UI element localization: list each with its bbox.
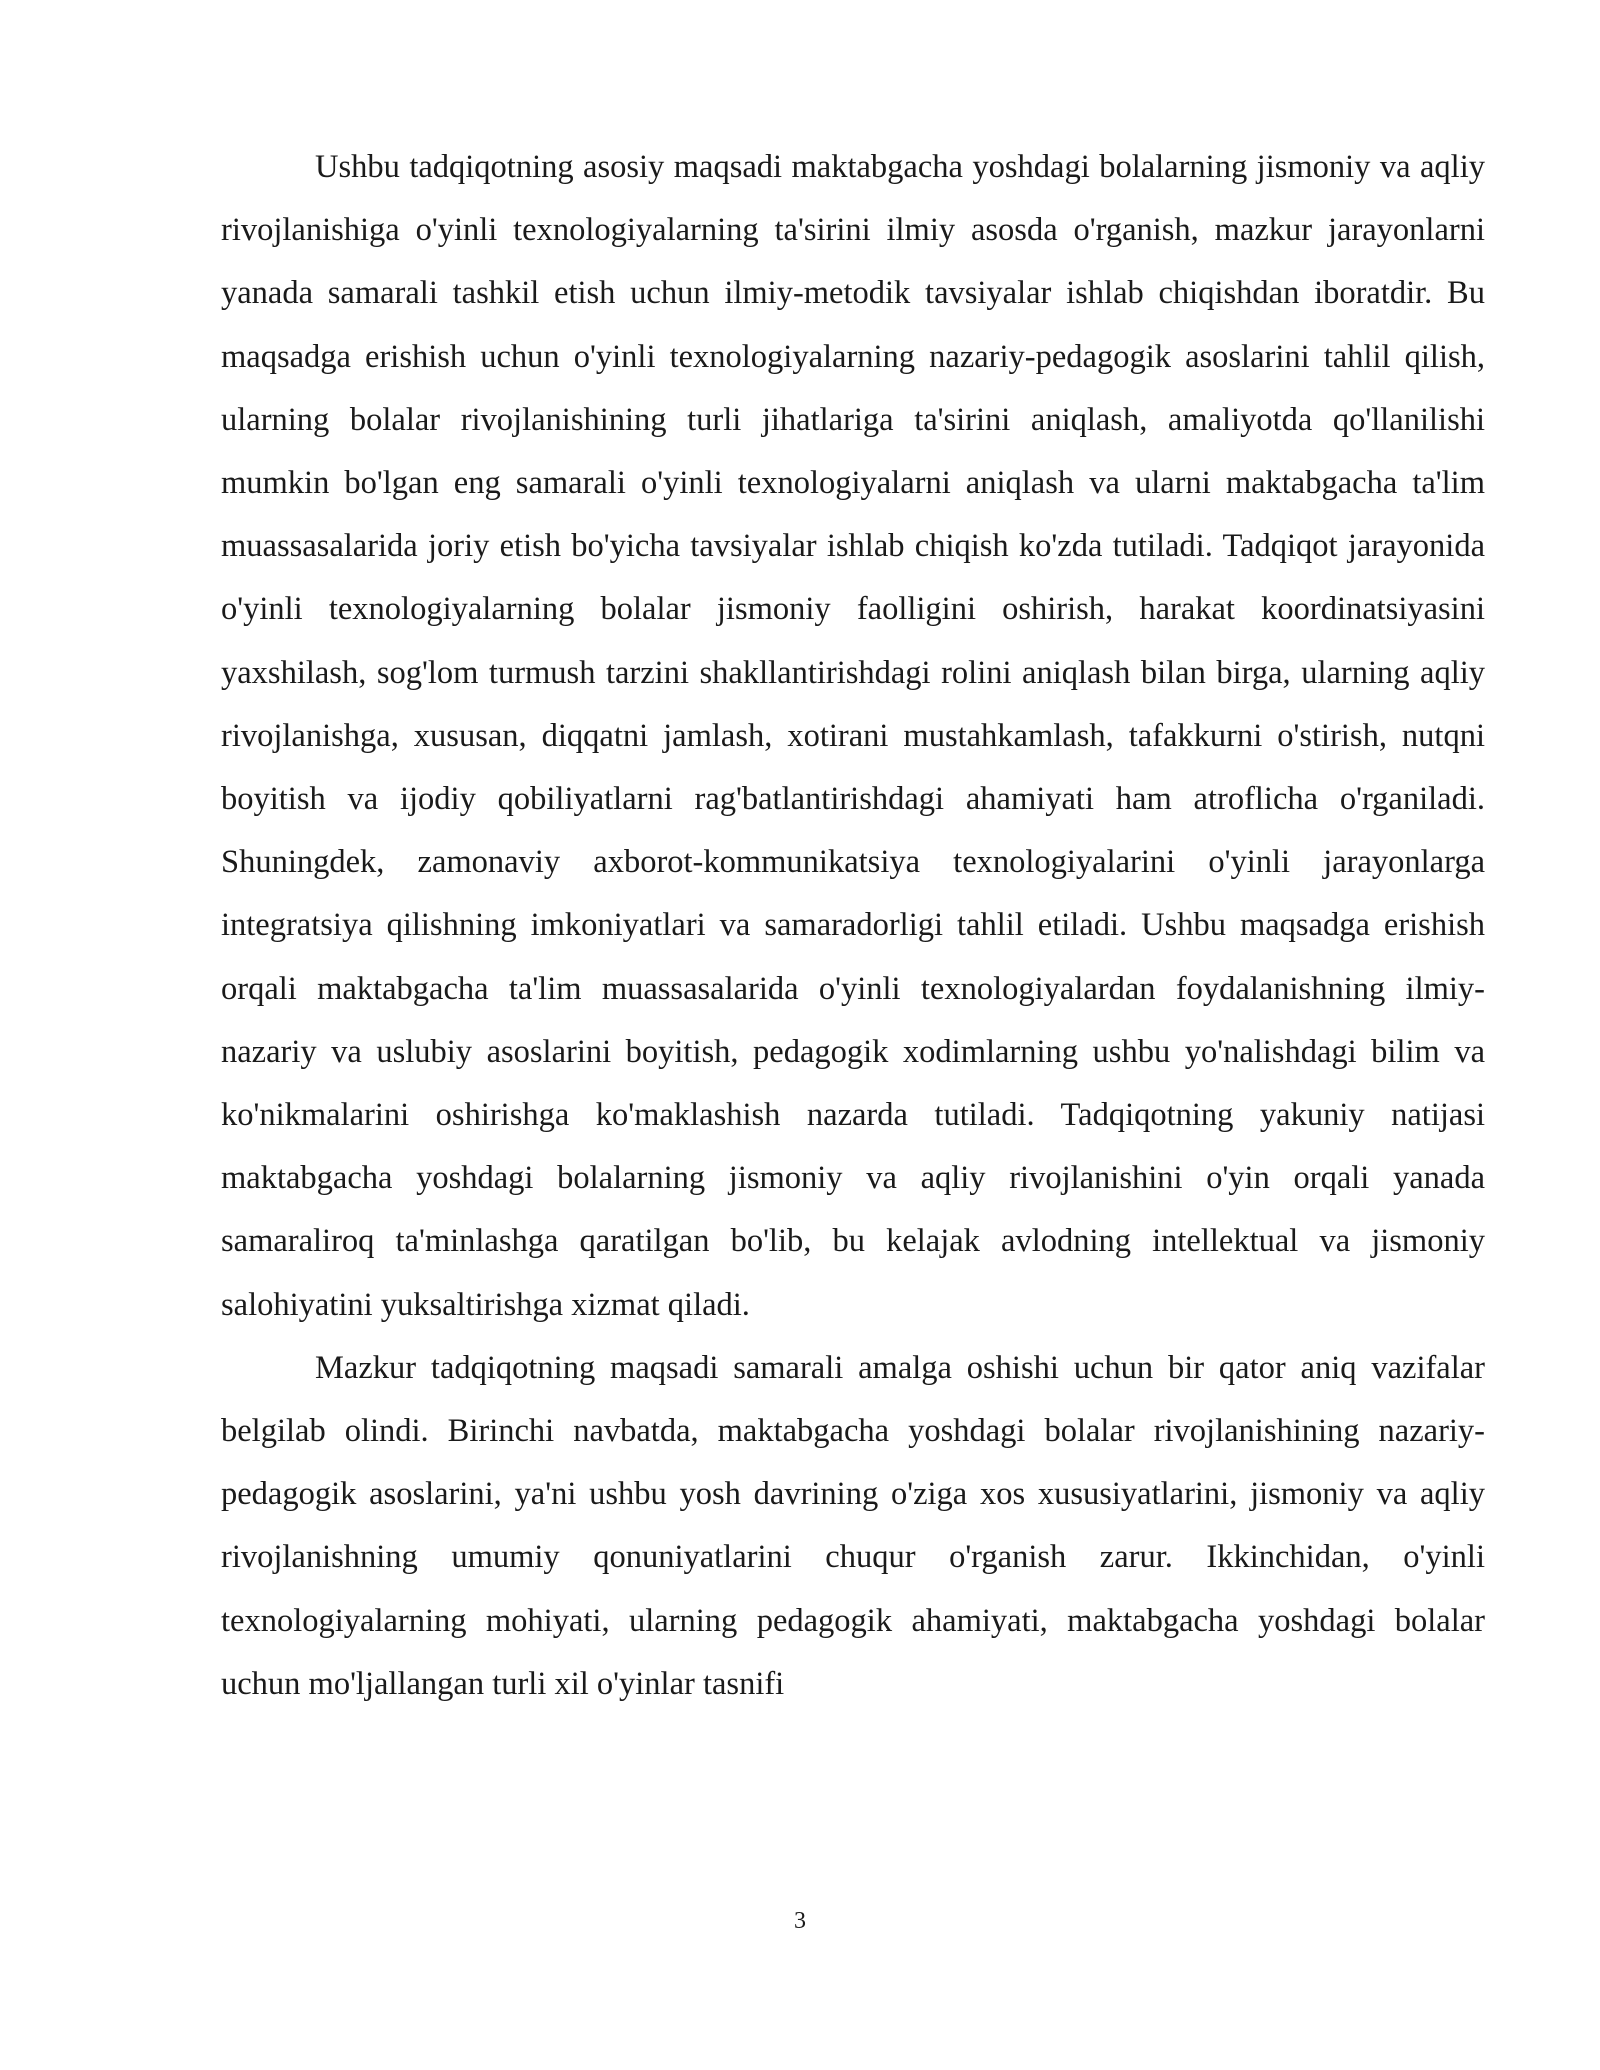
- body-text: [221, 136, 1485, 1716]
- page-number: 3: [794, 1908, 806, 1934]
- paragraph-2: Mazkur tadqiqotning maqsadi samarali amalga oshishi uchun bir qator aniq vazifalar belgilab olindi. Birinchi navbatda, maktabgacha yoshdagi bolalar rivojlanishining nazariy-pedagogik asoslarini, ya'ni ushbu yosh davrining o'ziga xos xususiyatlarini, jismoniy va aqliy rivojlanishning umumiy qonuniyatlarini chuqur o'rganish zarur. Ikkinchidan, o'yinli texnologiyalarning mohiyati, ularning pedagogik ahamiyati, maktabgacha yoshdagi bolalar uchun mo'ljallangan turli xil o'yinlar tasnifi: [221, 1349, 1485, 1702]
- paragraph-1: Ushbu tadqiqotning asosiy maqsadi maktabgacha yoshdagi bolalarning jismoniy va aqliy rivojlanishiga o'yinli texnologiyalarning ta'sirini ilmiy asosda o'rganish, mazkur jarayonlarni yanada samarali tashkil etish uchun ilmiy-metodik tavsiyalar ishlab chiqishdan iboratdir. Bu maqsadga erishish uchun o'yinli texnologiyalarning nazariy-pedagogik asoslarini tahlil qilish, ularning bolalar rivojlanishining turli jihatlariga ta'sirini aniqlash, amaliyotda qo'llanilishi mumkin bo'lgan eng samarali o'yinli texnologiyalarni aniqlash va ularni maktabgacha ta'lim muassasalarida joriy etish bo'yicha tavsiyalar ishlab chiqish ko'zda tutiladi. Tadqiqot jarayonida o'yinli texnologiyalarning bolalar jismoniy faolligini oshirish, harakat koordinatsiyasini yaxshilash, sog'lom turmush tarzini shakllantirishdagi rolini aniqlash bilan birga, ularning aqliy rivojlanishga, xususan, diqqatni jamlash, xotirani mustahkamlash, tafakkurni o'stirish, nutqni boyitish va ijodiy qobiliyatlarni rag'batlantirishdagi ahamiyati ham atroflicha o'rganiladi. Shuningdek, zamonaviy axborot-kommunikatsiya texnologiyalarini o'yinli jarayonlarga integratsiya qilishning imkoniyatlari va samaradorligi tahlil etiladi. Ushbu maqsadga erishish orqali maktabgacha ta'lim muassasalarida o'yinli texnologiyalardan foydalanishning ilmiy-nazariy va uslubiy asoslarini boyitish, pedagogik xodimlarning ushbu yo'nalishdagi bilim va ko'nikmalarini oshirishga ko'maklashish nazarda tutiladi. Tadqiqotning yakuniy natijasi maktabgacha yoshdagi bolalarning jismoniy va aqliy rivojlanishini o'yin orqali yanada samaraliroq ta'minlashga qaratilgan bo'lib, bu kelajak avlodning intellektual va jismoniy salohiyatini yuksaltirishga xizmat qiladi.: [221, 149, 1485, 1323]
